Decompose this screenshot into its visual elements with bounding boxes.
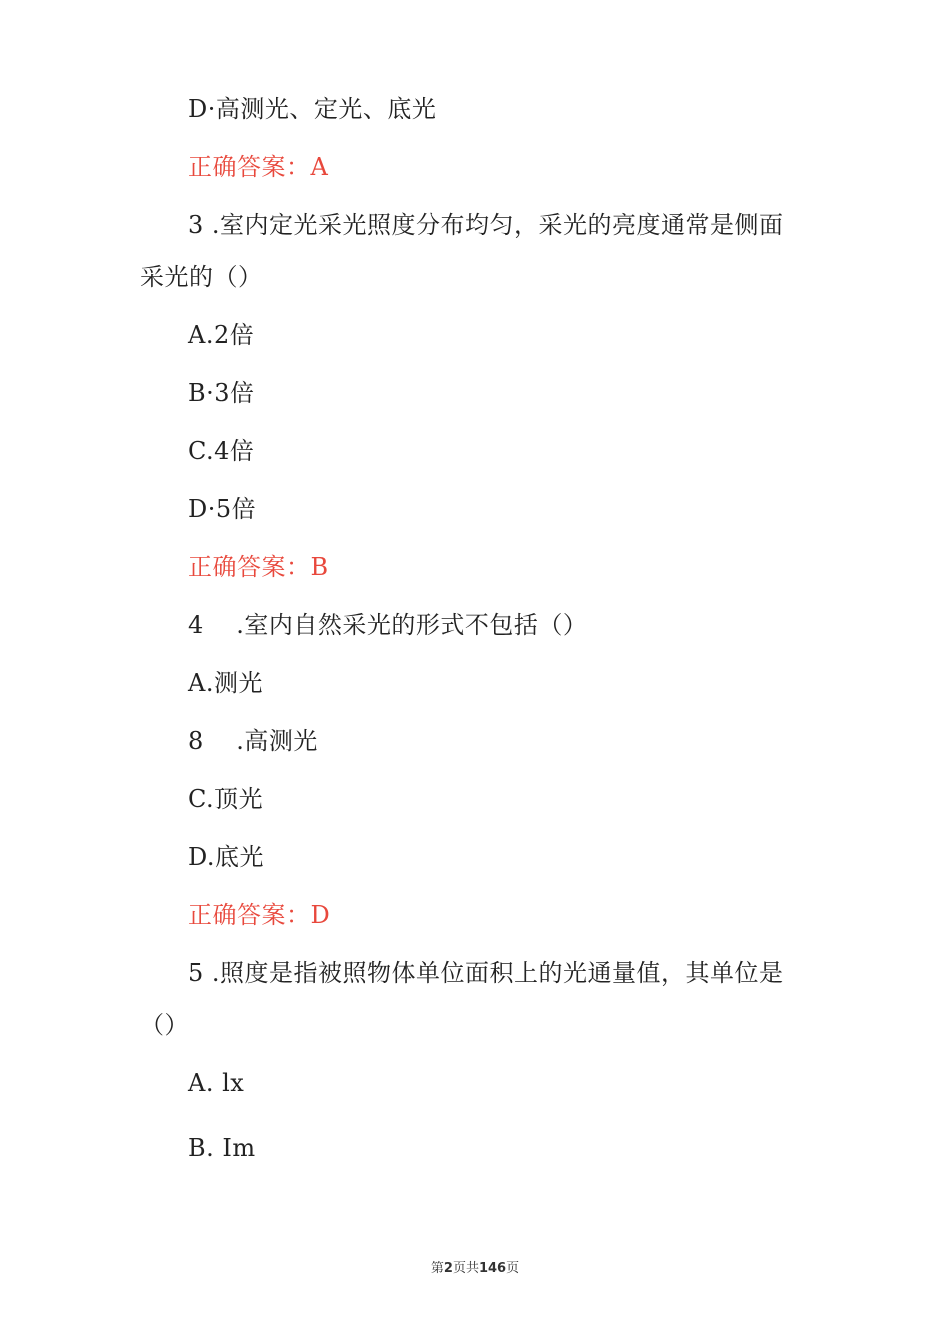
answer-line: 正确答案：A (188, 153, 329, 181)
total-page-count: 146 (478, 1261, 507, 1276)
option-a: A.2倍 (188, 321, 255, 349)
footer-suffix: 页 (506, 1261, 520, 1276)
question-stem: 4 .室内自然采光的形式不包括（） (188, 611, 588, 639)
answer-line: 正确答案：B (188, 553, 329, 581)
option-c: C.4倍 (188, 437, 255, 465)
question-stem-continued: 采光的（） (140, 263, 263, 291)
option-d: D.底光 (188, 843, 265, 871)
option-d: D·高测光、定光、底光 (188, 95, 437, 123)
answer-line: 正确答案：D (188, 901, 331, 929)
option-a: A.测光 (188, 669, 263, 697)
option-c: C.顶光 (188, 785, 264, 813)
option-a: A. lx (188, 1069, 245, 1097)
option-b: 8 .高测光 (188, 727, 318, 755)
question-stem: 5 .照度是指被照物体单位面积上的光通量值，其单位是 (188, 959, 784, 987)
option-d: D·5倍 (188, 495, 257, 523)
page-footer (0, 1257, 950, 1276)
question-stem: 3 .室内定光采光照度分布均匀，采光的亮度通常是侧面 (188, 211, 784, 239)
option-b: B. Im (188, 1134, 256, 1162)
current-page-number: 2 (443, 1261, 453, 1276)
footer-prefix: 第 (430, 1261, 444, 1276)
option-b: B·3倍 (188, 379, 255, 407)
question-stem-continued: （） (140, 1011, 189, 1039)
footer-middle: 页共 (452, 1261, 479, 1276)
